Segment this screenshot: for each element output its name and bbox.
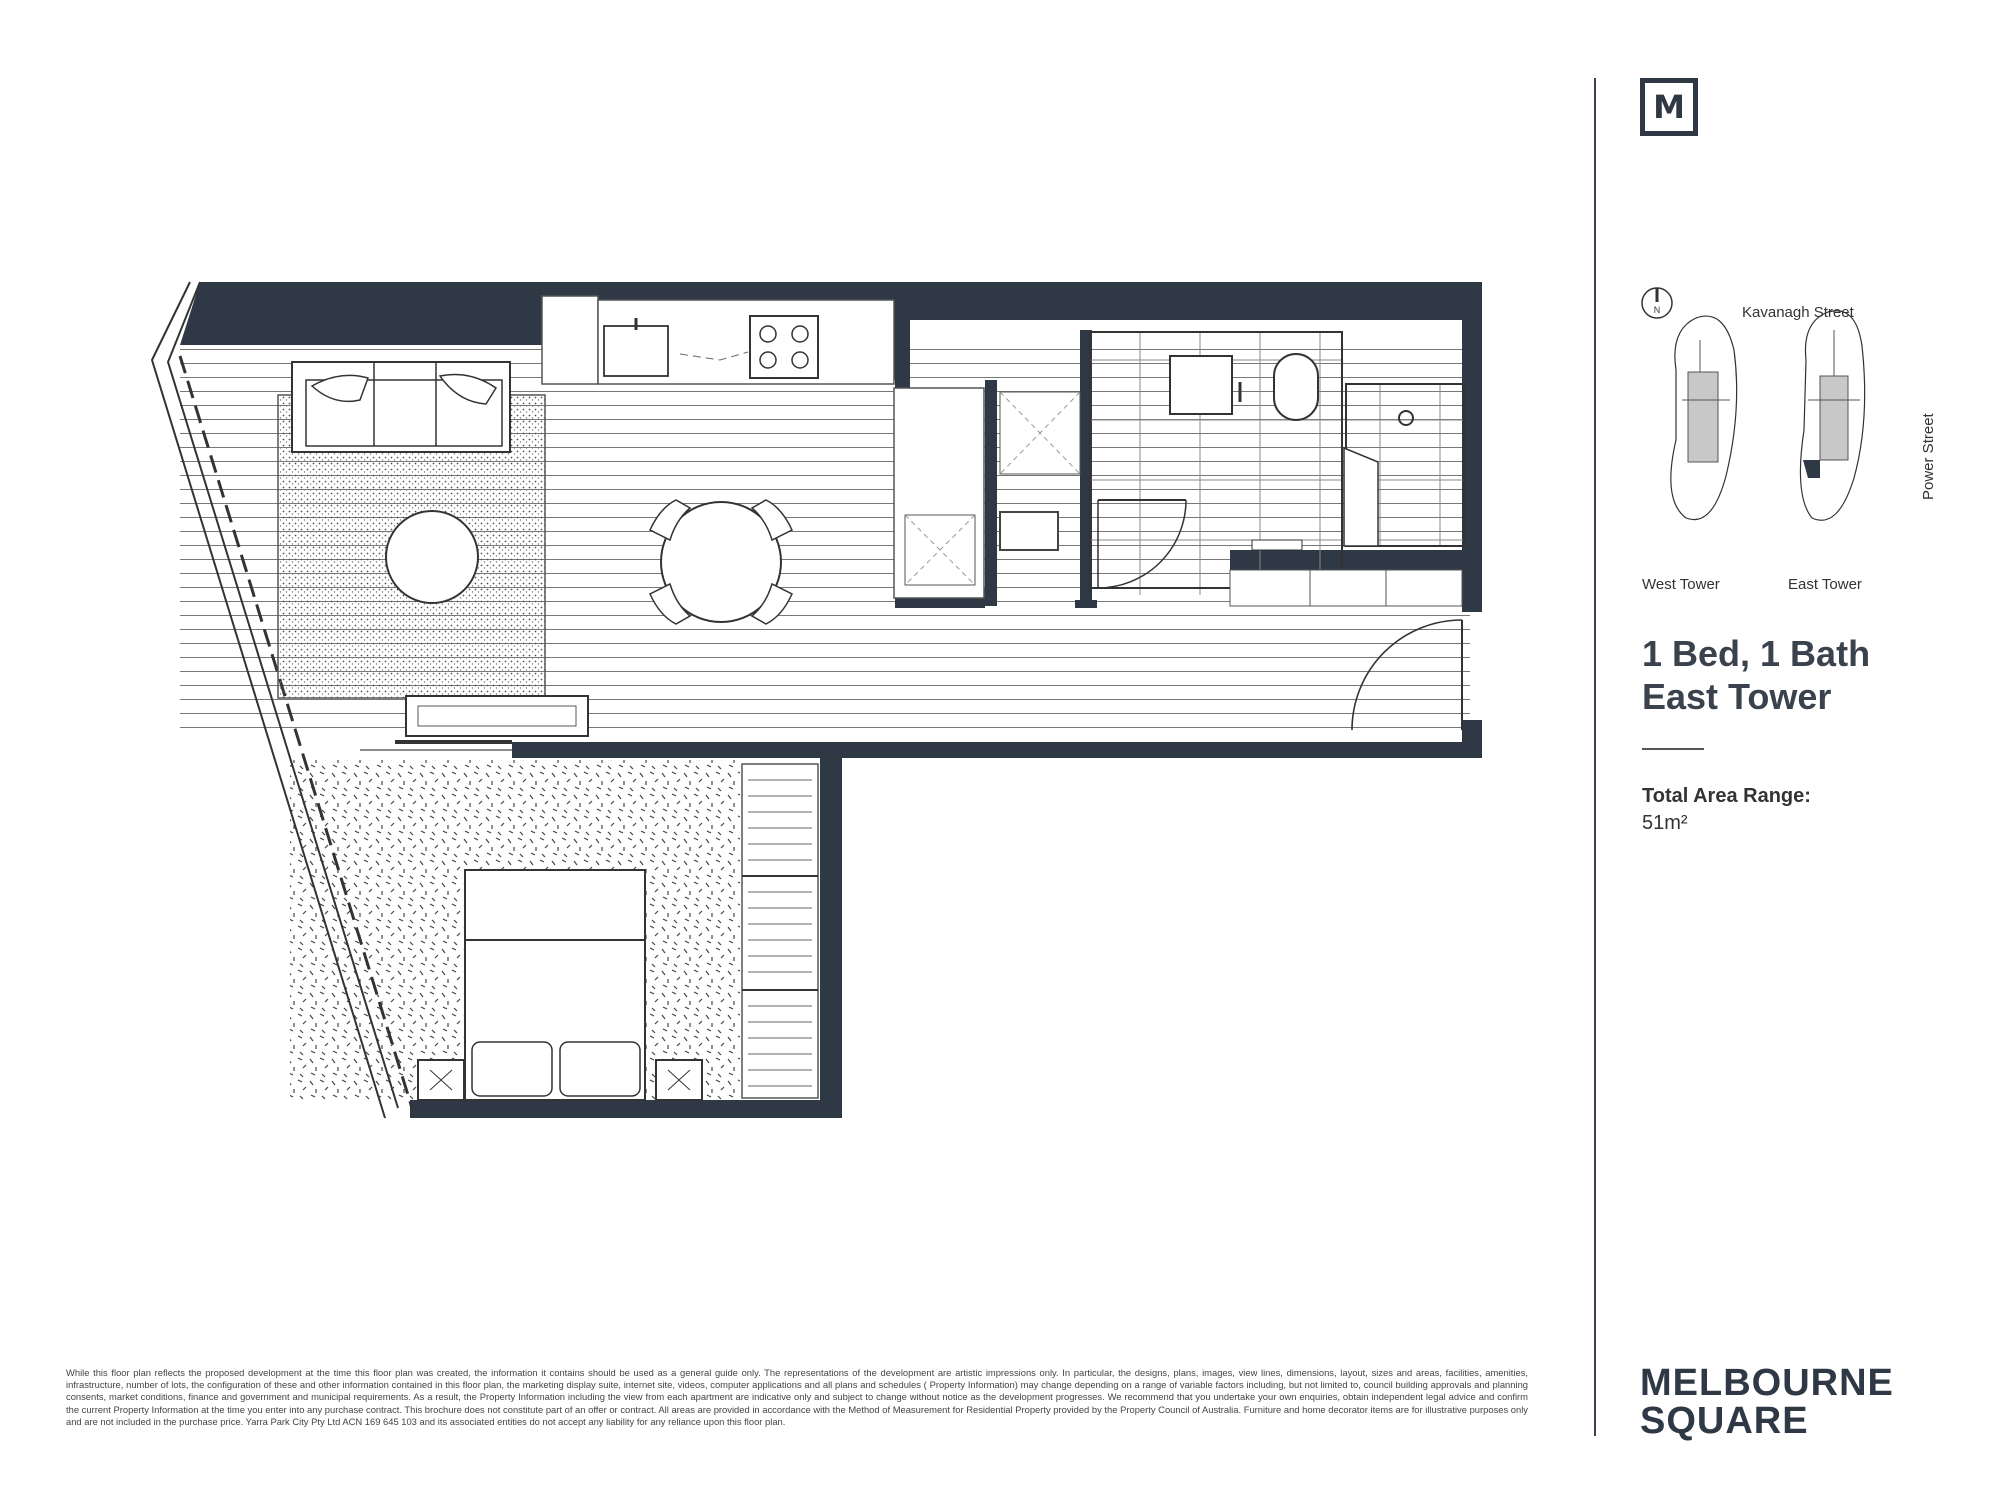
street-label-top: Kavanagh Street <box>1742 304 1854 321</box>
disclaimer-text: While this floor plan reflects the proposed development at the time this floor plan was created, the information it contains should be used as a general guide only. The representations of the development are artistic impressions only. In particular, the designs, plans, images, view lines, dimensions, layout, sizes and areas, facilities, amenities, infrastructure, number of lots, the configuration of these and other information contained in this floor plan, the marketing display suite, internet site, videos, computer applications and all plans and schedules ( Property Information) may change depending on a range of variable factors including, but not limited to, council building approvals and planning consents, market conditions, finance and government and municipal requirements. As a result, the Property Information including the view from each apartment are indicative only and subject to change without notice as the development progresses. We recommend that you undertake your own enquiries, obtain independent legal advice and confirm the current Property Information at the time you enter into any purchase contract. This brochure does not constitute part of an offer or contract. All areas are provided in accordance with the Method of Measurement for Residential Property provided by the Property Council of Australia. Furniture and home decorator items are for illustrative purposes only and are not included in the purchase price. Yarra Park City Pty Ltd ACN 169 645 103 and its associated entities do not accept any liability for any reliance upon this floor plan. <box>66 1367 1528 1427</box>
area-value: 51m² <box>1642 812 1688 834</box>
north-label: N <box>1653 305 1661 315</box>
east-tower-label: East Tower <box>1788 576 1862 593</box>
west-tower-label: West Tower <box>1642 576 1720 593</box>
area-label: Total Area Range: <box>1642 785 1811 807</box>
brand-wordmark <box>1640 1364 1894 1440</box>
street-label-right: Power Street <box>1920 413 1937 500</box>
brand-line-1: MELBOURNE <box>1640 1362 1894 1404</box>
unit-title <box>1642 632 1870 718</box>
title-separator <box>1642 748 1704 750</box>
brand-logo: M <box>1640 78 1698 136</box>
divider-line <box>1594 78 1596 1436</box>
unit-type: 1 Bed, 1 Bath <box>1642 633 1871 674</box>
unit-tower: East Tower <box>1642 676 1832 717</box>
brand-line-2: SQUARE <box>1640 1400 1809 1442</box>
